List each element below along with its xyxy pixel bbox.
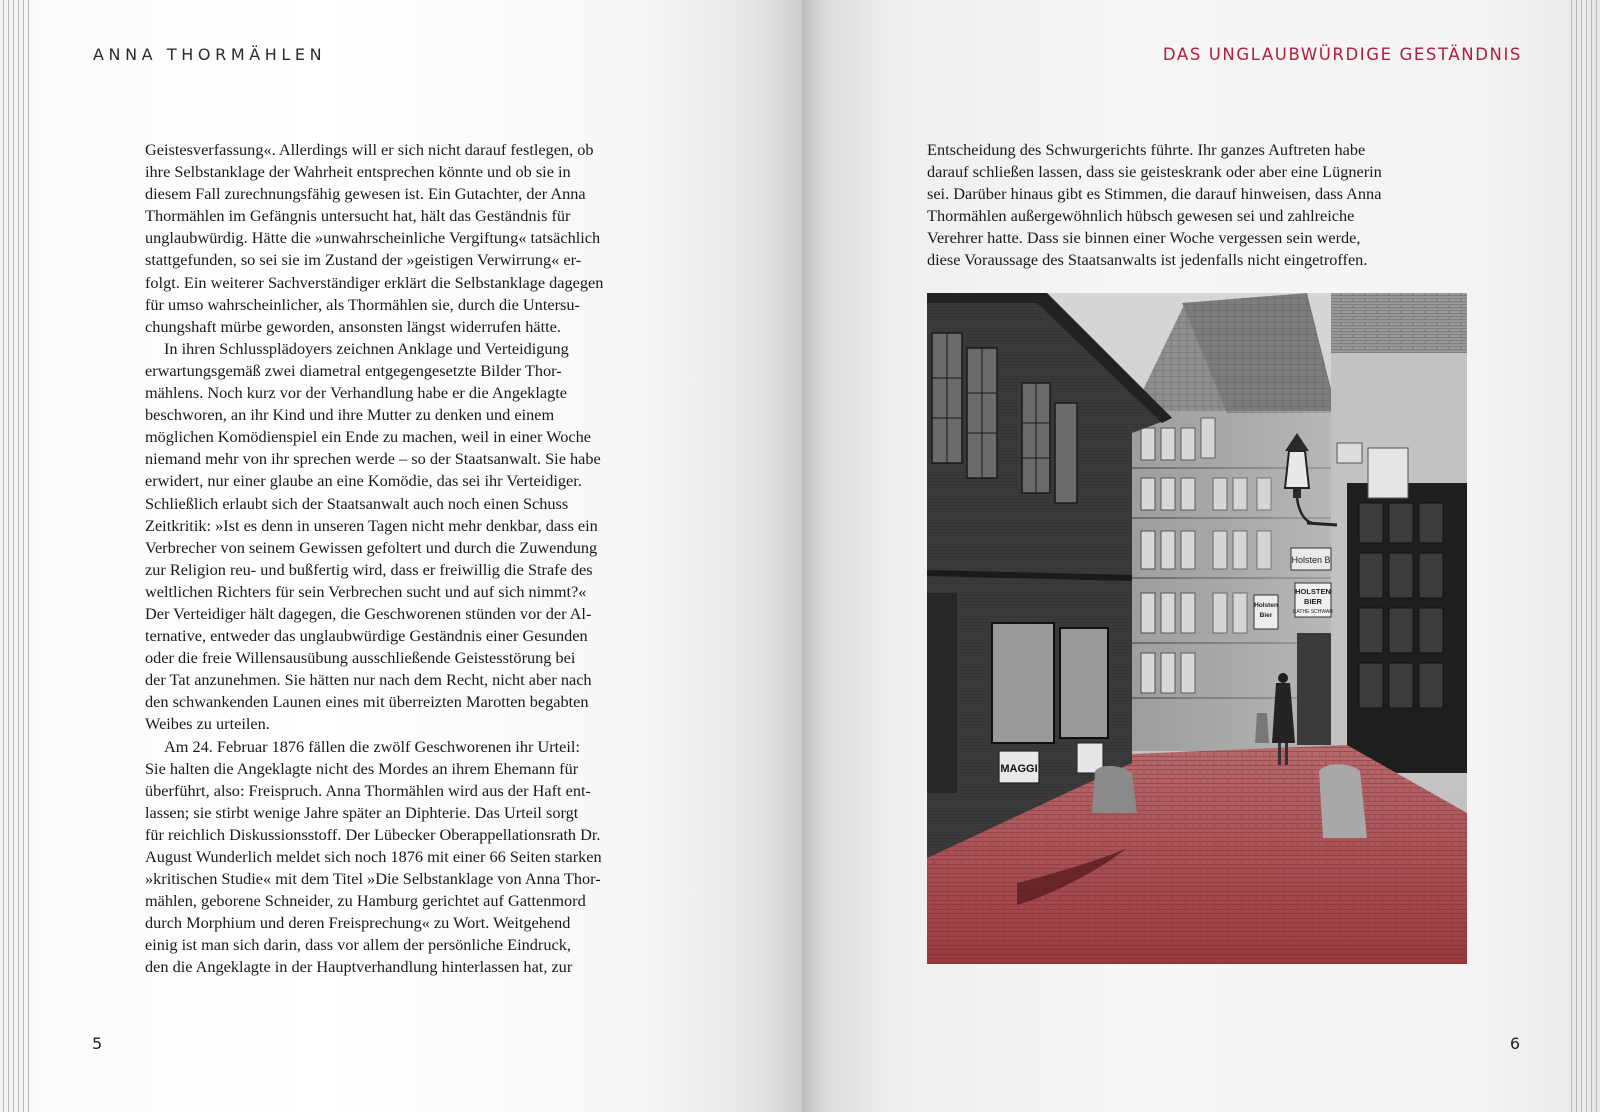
text-line: Zeitkritik: »Ist es denn in unseren Tagen nicht mehr denkbar, dass ein xyxy=(145,515,598,535)
svg-text:Holsten B: Holsten B xyxy=(1291,555,1331,565)
text-line: der Tat anzunehmen. Sie hätten nur nach dem Recht, nicht aber nach xyxy=(145,670,592,690)
svg-text:Holsten: Holsten xyxy=(1254,602,1278,609)
text-line: niemand mehr von ihr sprechen werde – so der Staatsanwalt. Sie habe xyxy=(145,449,601,469)
text-line: sei. Darüber hinaus gibt es Stimmen, die darauf hinweisen, dass Anna xyxy=(927,184,1382,204)
page-number-left: 5 xyxy=(92,1034,103,1053)
text-line: unglaubwürdig. Hätte die »unwahrscheinliche Vergiftung« tatsächlich xyxy=(145,228,601,248)
text-line: durch Morphium und deren Freisprechung« zu Wort. Weitgehend xyxy=(145,913,571,933)
svg-text:KATHE SCHWAR: KATHE SCHWAR xyxy=(1293,609,1333,615)
text-line: In ihren Schlussplädoyers zeichnen Anklage und Verteidigung xyxy=(164,338,569,358)
svg-text:BIER: BIER xyxy=(1304,597,1322,606)
text-line: beschworen, an ihr Kind und ihre Mutter zu denken und einem xyxy=(145,405,555,425)
text-line: Geistesverfassung«. Allerdings will er sich nicht darauf festlegen, ob xyxy=(145,140,594,159)
text-line: erwidert, nur einer glaube an eine Komödie, das sei ihr Verteidiger. xyxy=(145,471,582,491)
text-line: mählens. Noch kurz vor der Verhandlung habe er die Angeklagte xyxy=(145,383,567,403)
text-line: Schließlich erlaubt sich der Staatsanwalt auch noch einen Schuss xyxy=(145,493,569,513)
bollard-right xyxy=(1319,764,1367,838)
text-line: erwartungsgemäß zwei diametral entgegengesetzte Bilder Thor- xyxy=(145,360,562,380)
text-line: »kritischen Studie« mit dem Titel »Die Selbstanklage von Anna Thor- xyxy=(145,869,601,889)
text-line: möglichen Komödienspiel ein Ende zu machen, weil in einer Woche xyxy=(145,427,591,447)
text-line: überführt, also: Freispruch. Anna Thormählen wird aus der Haft ent- xyxy=(145,780,591,800)
text-line: für reichlich Diskussionsstoff. Der Lübecker Oberappellationsrath Dr. xyxy=(145,824,601,844)
text-line: ternative, entweder das unglaubwürdige Geständnis einer Gesunden xyxy=(145,626,588,646)
text-line: lassen; sie stirbt wenige Jahre später an Diphterie. Das Urteil sorgt xyxy=(145,802,579,822)
left-page-edges xyxy=(0,0,34,1112)
text-line: mählen, geborene Schneider, zu Hamburg gerichtet auf Gattenmord xyxy=(145,891,586,911)
text-line: Thormählen im Gefängnis untersucht hat, hält das Geständnis für xyxy=(145,206,571,226)
text-line: Entscheidung des Schwurgerichts führte. Ihr ganzes Auftreten habe xyxy=(927,140,1366,159)
text-line: diese Voraussage des Staatsanwalts ist jedenfalls nicht eingetroffen. xyxy=(927,250,1368,270)
maggi-sign-text: MAGGI xyxy=(1000,763,1038,775)
running-head-right: DAS UNGLAUBWÜRDIGE GESTÄNDNIS xyxy=(1162,45,1522,64)
text-line: stattgefunden, so sei sie im Zustand der »geistigen Verwirrung« er- xyxy=(145,250,582,270)
text-line: für umso wahrscheinlicher, als Thormählen sie, durch die Untersu- xyxy=(145,294,580,314)
text-line: Verehrer hatte. Dass sie binnen einer Woche vergessen sein werde, xyxy=(927,228,1361,248)
right-page xyxy=(802,0,1600,1112)
text-line: den die Angeklagte in der Hauptverhandlung hinterlassen hat, zur xyxy=(145,957,573,977)
street-lantern xyxy=(1285,451,1309,488)
right-body-text xyxy=(927,139,1467,272)
text-line: August Wunderlich meldet sich noch 1876 mit einer 66 Seiten starken xyxy=(145,847,602,866)
text-line: Weibes zu urteilen. xyxy=(145,714,270,734)
page-number-right: 6 xyxy=(1509,1034,1520,1053)
street-photo xyxy=(927,293,1467,964)
text-line: oder die freie Willensausübung ausschließende Geistesstörung bei xyxy=(145,648,576,668)
text-line: darauf schließen lassen, dass sie geisteskrank oder aber eine Lügnerin xyxy=(927,162,1382,182)
text-line: Verbrecher von seinem Gewissen gefoltert und durch die Zuwendung xyxy=(145,537,598,557)
text-line: Am 24. Februar 1876 fällen die zwölf Geschworenen ihr Urteil: xyxy=(164,736,580,756)
text-line: den schwankenden Launen eines mit überreizten Marotten begabten xyxy=(145,692,589,712)
text-line: zur Religion reu- und bußfertig wird, dass er freiwillig die Strafe des xyxy=(145,559,593,579)
text-line: diesem Fall zurechnungsfähig gewesen ist. Ein Gutachter, der Anna xyxy=(145,184,586,204)
text-line: einig ist man sich darin, dass vor allem der persönliche Eindruck, xyxy=(145,935,571,955)
svg-text:HOLSTEN: HOLSTEN xyxy=(1295,587,1331,596)
text-line: Sie halten die Angeklagte nicht des Mordes an ihrem Ehemann für xyxy=(145,758,579,778)
bollard-left xyxy=(1092,766,1137,813)
text-line: Der Verteidiger hält dagegen, die Geschworenen stünden vor der Al- xyxy=(145,603,592,623)
running-head-left: ANNA THORMÄHLEN xyxy=(93,45,327,64)
text-line: Thormählen außergewöhnlich hübsch gewesen sei und zahlreiche xyxy=(927,206,1355,226)
text-line: folgt. Ein weiterer Sachverständiger erklärt die Selbstanklage dagegen xyxy=(145,272,604,292)
right-page-edges xyxy=(1566,0,1600,1112)
text-line: ihre Selbstanklage der Wahrheit entsprechen könnte und ob sie in xyxy=(145,162,571,182)
svg-text:Bier: Bier xyxy=(1259,612,1273,619)
text-line: weltlichen Richters für sein Verbrechen sucht und auf sich nimmt?« xyxy=(145,581,587,601)
text-line: chungshaft mürbe geworden, ansonsten längst widerrufen hätte. xyxy=(145,316,561,336)
left-body-text xyxy=(145,139,685,979)
